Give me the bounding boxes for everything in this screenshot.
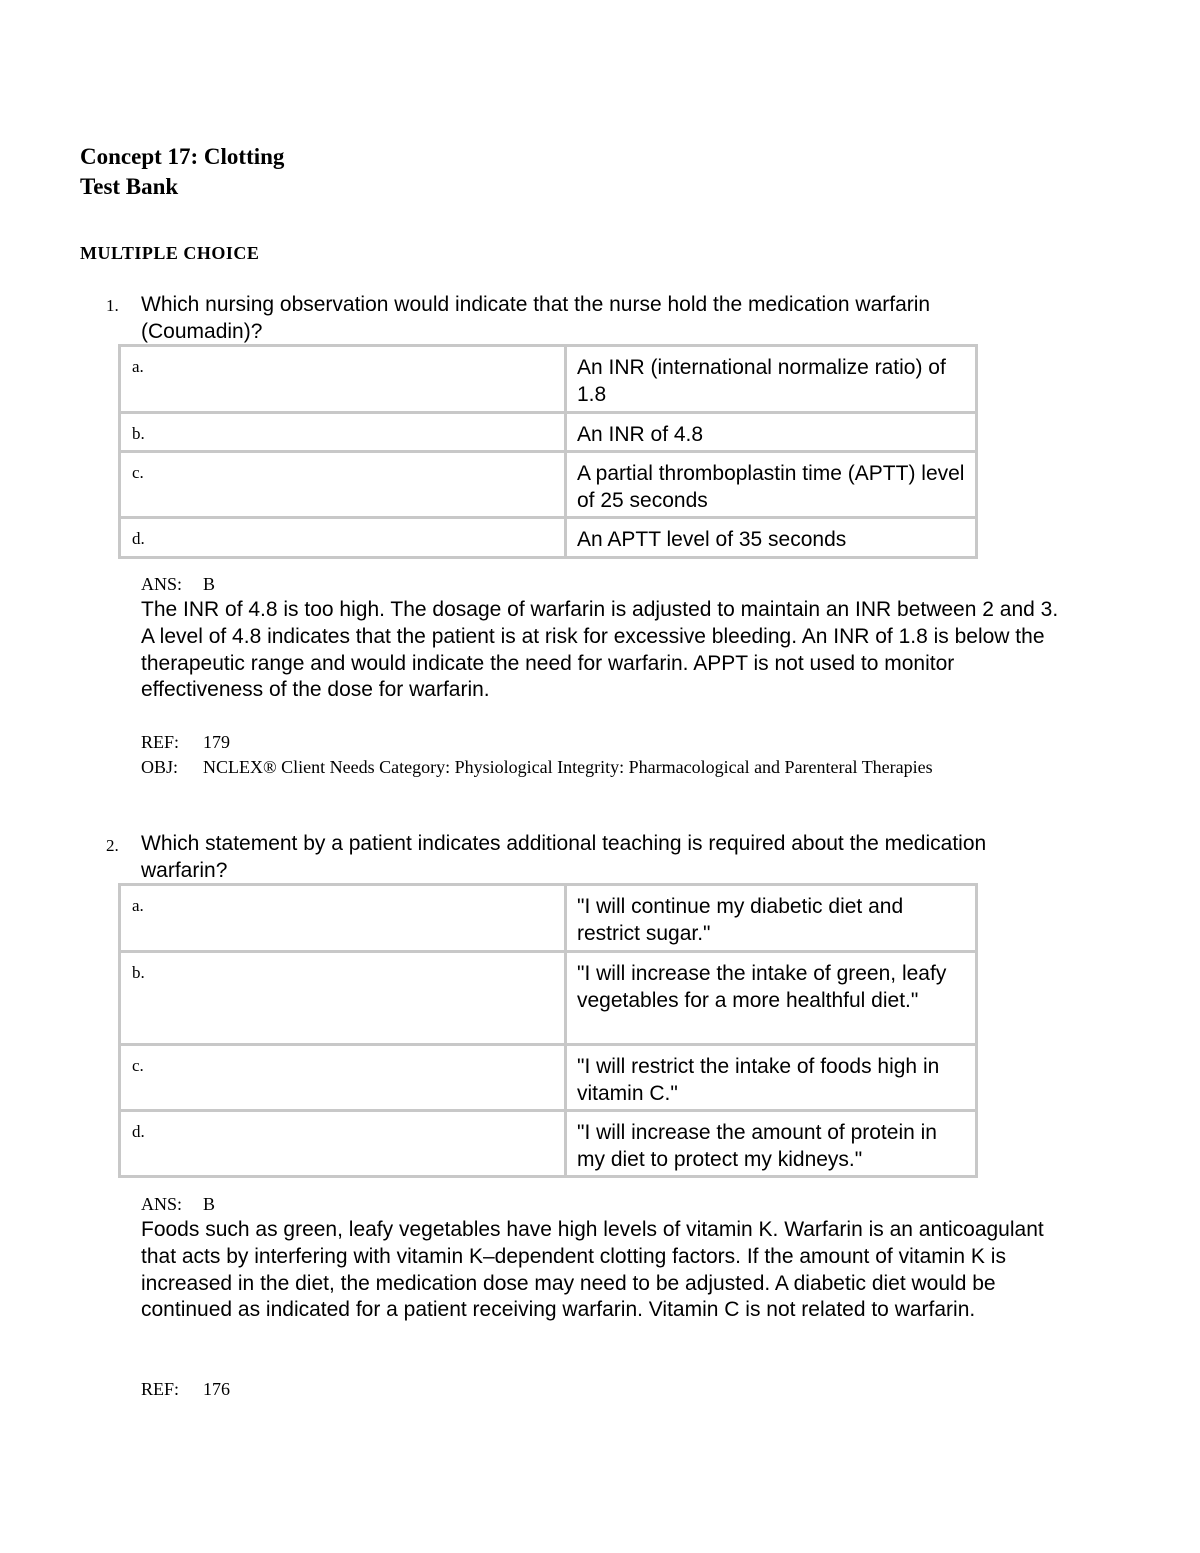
choice-letter: b.	[120, 413, 566, 452]
reference-value: 176	[203, 1379, 230, 1399]
choice-text: An INR of 4.8	[566, 413, 977, 452]
choice-row	[120, 952, 977, 1045]
reference-line	[141, 732, 230, 753]
answer-label: ANS:	[141, 1194, 183, 1214]
choice-row	[120, 346, 977, 413]
answer-rationale: The INR of 4.8 is too high. The dosage of warfarin is adjusted to maintain an INR between 2 and 3. A level of 4.8 indicates that the patient is at risk for excessive bleeding. An INR of 1.8 is below the therapeutic range and would indicate the need for warfarin. APPT is not used to monitor effectiveness of the dose for warfarin.	[141, 598, 1059, 702]
choice-row	[120, 413, 977, 452]
reference-value: 179	[203, 732, 230, 752]
choice-letter: b.	[120, 952, 566, 1045]
choice-text: "I will increase the amount of protein in my diet to protect my kidneys."	[566, 1111, 977, 1177]
answer-line	[141, 574, 215, 595]
page-title: Concept 17: Clotting	[80, 144, 285, 169]
reference-line	[141, 1379, 230, 1400]
choice-row	[120, 1045, 977, 1111]
section-heading: MULTIPLE CHOICE	[80, 243, 260, 263]
answer-value: B	[203, 1194, 216, 1214]
choice-text: An INR (international normalize ratio) of 1.8	[566, 346, 977, 413]
choice-letter: d.	[120, 1111, 566, 1177]
choice-letter: c.	[120, 452, 566, 518]
objective-line	[141, 755, 1011, 780]
answer-line	[141, 1194, 215, 1215]
answer-value: B	[203, 574, 216, 594]
reference-label: REF:	[141, 1379, 180, 1399]
choice-text: A partial thromboplastin time (APTT) level of 25 seconds	[566, 452, 977, 518]
choice-text: An APTT level of 35 seconds	[566, 518, 977, 558]
choice-row	[120, 518, 977, 558]
choice-row	[120, 1111, 977, 1177]
question-number: 1.	[106, 296, 119, 315]
answer-label: ANS:	[141, 574, 183, 594]
choice-letter: a.	[120, 885, 566, 952]
choice-letter: d.	[120, 518, 566, 558]
choice-text: "I will restrict the intake of foods high in vitamin C."	[566, 1045, 977, 1111]
choice-text: "I will increase the intake of green, leafy vegetables for a more healthful diet."	[566, 952, 977, 1045]
answer-rationale: Foods such as green, leafy vegetables have high levels of vitamin K. Warfarin is an anticoagulant that acts by interfering with vitamin K–dependent clotting factors. If the amount of vitamin K is increased in the diet, the medication dose may need to be adjusted. A diabetic diet would be continued as indicated for a patient receiving warfarin. Vitamin C is not related to warfarin.	[141, 1218, 1044, 1322]
objective-label: OBJ:	[141, 757, 179, 777]
choice-letter: a.	[120, 346, 566, 413]
page-subtitle: Test Bank	[80, 174, 179, 199]
choice-table	[118, 344, 978, 559]
choice-table	[118, 883, 978, 1178]
objective-value: NCLEX® Client Needs Category: Physiological Integrity: Pharmacological and Parenteral Therapies	[203, 757, 933, 777]
question-number: 2.	[106, 836, 119, 855]
choice-row	[120, 885, 977, 952]
choice-text: "I will continue my diabetic diet and restrict sugar."	[566, 885, 977, 952]
question-text: Which nursing observation would indicate that the nurse hold the medication warfarin (Coumadin)?	[141, 293, 931, 343]
choice-row	[120, 452, 977, 518]
choice-letter: c.	[120, 1045, 566, 1111]
question-text: Which statement by a patient indicates additional teaching is required about the medication warfarin?	[141, 832, 987, 882]
reference-label: REF:	[141, 732, 180, 752]
